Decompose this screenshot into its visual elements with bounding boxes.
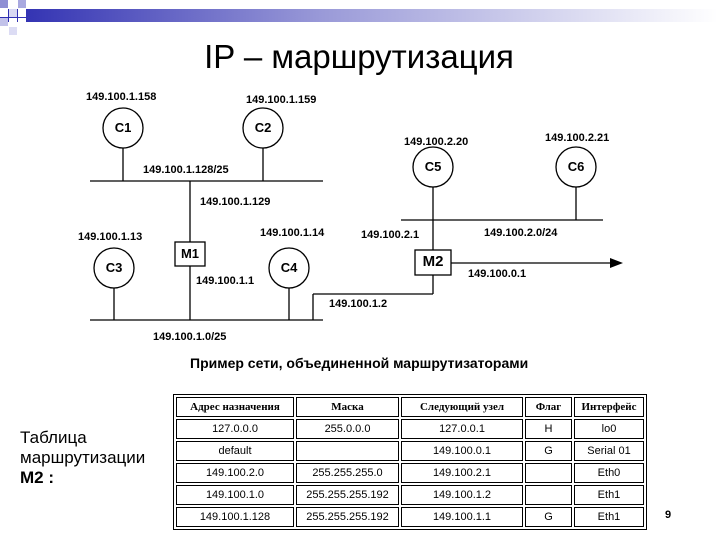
cell-mask: 255.255.255.192 (296, 485, 399, 505)
router-m1: M1 (180, 246, 200, 261)
column-header: Маска (296, 397, 399, 417)
cell-mask: 255.255.255.0 (296, 463, 399, 483)
cell-destination: 149.100.2.0 (176, 463, 294, 483)
host-c6: C6 (567, 159, 585, 174)
page-title: IP – маршрутизация (204, 38, 514, 75)
column-header: Флаг (525, 397, 572, 417)
ip-label-c1: 149.100.1.158 (86, 91, 157, 103)
ip-label-m1-upper: 149.100.1.129 (200, 196, 271, 208)
host-c1: C1 (114, 120, 132, 135)
ip-label-m2-eth0: 149.100.2.1 (361, 229, 420, 241)
ip-label-c4: 149.100.1.14 (260, 227, 325, 239)
side-label-line3: M2 : (20, 468, 54, 487)
router-m2: M2 (422, 253, 444, 270)
side-label-line1: Таблица (20, 428, 87, 447)
table-row (176, 419, 644, 439)
cell-flag (525, 485, 572, 505)
host-c4: C4 (280, 260, 298, 275)
cell-mask: 255.255.255.192 (296, 507, 399, 527)
table-row (176, 463, 644, 483)
cell-flag: G (525, 507, 572, 527)
table-header-row (176, 397, 644, 417)
table-row (176, 441, 644, 461)
host-c5: C5 (424, 159, 442, 174)
cell-next-hop: 149.100.1.1 (401, 507, 523, 527)
cell-interface: Eth0 (574, 463, 644, 483)
ip-label-c2: 149.100.1.159 (246, 94, 317, 106)
network-label-right: 149.100.2.0/24 (484, 227, 558, 239)
cell-flag (525, 463, 572, 483)
cell-mask (296, 441, 399, 461)
cell-next-hop: 127.0.0.1 (401, 419, 523, 439)
column-header: Следующий узел (401, 397, 523, 417)
cell-destination: default (176, 441, 294, 461)
side-label-line2: маршрутизации (20, 448, 146, 467)
ip-label-c3: 149.100.1.13 (78, 231, 143, 243)
column-header: Адрес назначения (176, 397, 294, 417)
table-side-label (20, 428, 145, 488)
ip-label-m2-eth1: 149.100.1.2 (329, 298, 388, 310)
page-number: 9 (665, 509, 672, 521)
cell-flag: G (525, 441, 572, 461)
cell-next-hop: 149.100.0.1 (401, 441, 523, 461)
cell-interface: Serial 01 (574, 441, 644, 461)
cell-next-hop: 149.100.1.2 (401, 485, 523, 505)
cell-flag: H (525, 419, 572, 439)
cell-interface: Eth1 (574, 507, 644, 527)
network-label-lower: 149.100.1.0/25 (153, 331, 227, 343)
ip-label-c5: 149.100.2.20 (404, 136, 469, 148)
ip-label-c6: 149.100.2.21 (545, 132, 610, 144)
cell-mask: 255.0.0.0 (296, 419, 399, 439)
cell-next-hop: 149.100.2.1 (401, 463, 523, 483)
ip-label-m1-lower: 149.100.1.1 (196, 275, 255, 287)
network-label-upper: 149.100.1.128/25 (143, 164, 229, 176)
host-c3: C3 (105, 260, 123, 275)
routing-table (173, 394, 647, 530)
column-header: Интерфейс (574, 397, 644, 417)
cell-destination: 127.0.0.0 (176, 419, 294, 439)
table-row (176, 485, 644, 505)
table-row (176, 507, 644, 527)
diagram-caption: Пример сети, объединенной маршрутизаторами (190, 355, 529, 371)
cell-destination: 149.100.1.0 (176, 485, 294, 505)
host-c2: C2 (254, 120, 272, 135)
cell-interface: lo0 (574, 419, 644, 439)
cell-interface: Eth1 (574, 485, 644, 505)
ip-label-m2-serial: 149.100.0.1 (468, 268, 527, 280)
cell-destination: 149.100.1.128 (176, 507, 294, 527)
